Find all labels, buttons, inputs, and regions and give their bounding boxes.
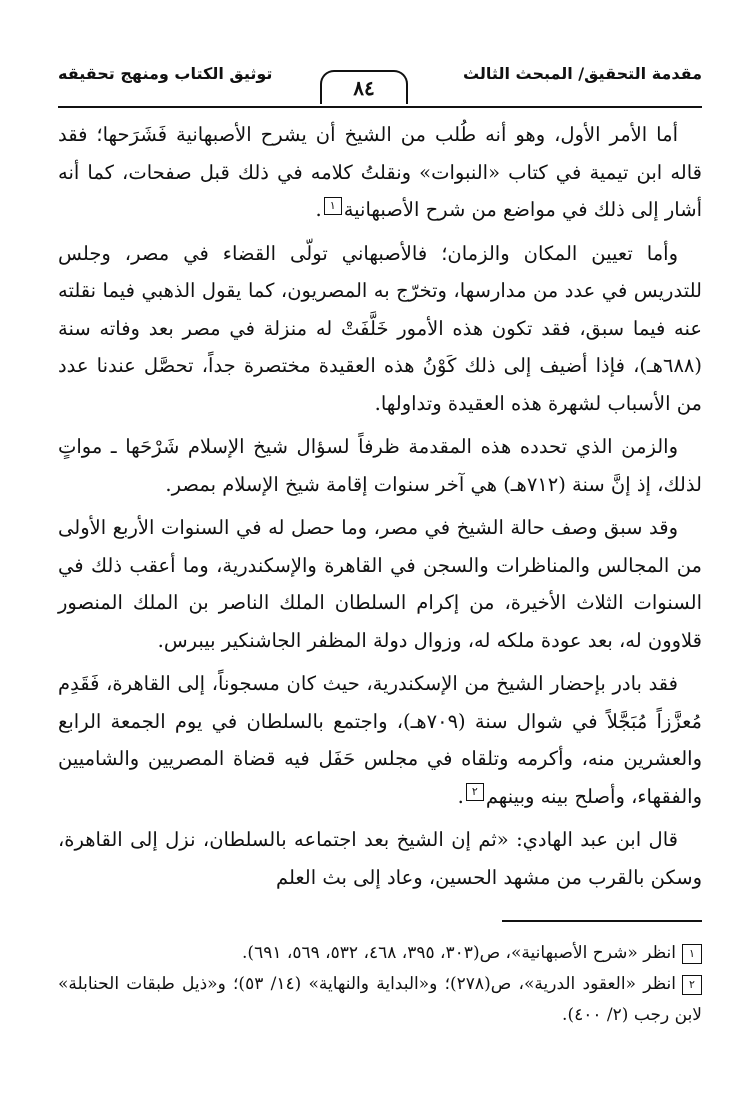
paragraph-4: وقد سبق وصف حالة الشيخ في مصر، وما حصل له في السنوات الأربع الأولى من المجالس والمناظرات والسجن في القاهرة والإسكندرية، وما أعقب ذلك في السنوات الثلاث الأخيرة، من إكرام السلطان الملك الناصر بن الملك المنصور قلاوون له، بعد عودة ملكه له، وزوال دولة المظفر الجاشنكير بيبرس. <box>58 516 702 652</box>
header-book-title: توثيق الكتاب ومنهج تحقيقه <box>58 64 273 83</box>
paragraph-5 <box>58 665 702 815</box>
footnote-number: ٢ <box>682 975 702 995</box>
header-section-title: مقدمة التحقيق/ المبحث الثالث <box>462 64 702 83</box>
paragraph-3: والزمن الذي تحدده هذه المقدمة ظرفاً لسؤال شيخ الإسلام شَرْحَها ـ مواتٍ لذلك، إذ إنَّ سنة (٧١٢هـ) هي آخر سنوات إقامة شيخ الإسلام بمصر. <box>58 435 702 496</box>
paragraph-text: أما الأمر الأول، وهو أنه طُلب من الشيخ أن يشرح الأصبهانية فَشَرَحها؛ فقد قاله ابن تيمية في كتاب «النبوات» ونقلتُ كلامه في ذلك قبل صفحات، كما أنه أشار إلى ذلك في مواضع من شرح الأصبهانية <box>58 123 702 221</box>
page-number: ٨٤ <box>320 70 408 104</box>
footnote-number: ١ <box>682 944 702 964</box>
main-text <box>58 116 702 896</box>
paragraph-2: وأما تعيين المكان والزمان؛ فالأصبهاني تولّى القضاء في مصر، وجلس للتدريس في عدد من مدارسها، وتخرّج به المصريون، كما يقول الذهبي فيما نقلته عنه فيما سبق، فقد تكون هذه الأمور خَلَّفَتْ له منزلة في مصر بعد وفاته سنة (٦٨٨هـ)، فإذا أضيف إلى ذلك كَوْنُ هذه العقيدة مختصرة جداً، تحصَّل عندنا عدد من الأسباب لشهرة هذه العقيدة وتداولها. <box>58 241 702 415</box>
footnotes <box>58 938 702 1031</box>
paragraph-tail: . <box>457 784 464 808</box>
footnote-1 <box>58 938 702 969</box>
footnote-text: انظر «العقود الدرية»، ص(٢٧٨)؛ و«البداية والنهاية» (١٤/ ٥٣)؛ و«ذيل طبقات الحنابلة» لابن رجب (٢/ ٤٠٠). <box>58 974 702 1025</box>
footnote-ref-1[interactable]: ١ <box>324 197 342 215</box>
footnote-separator <box>502 920 702 922</box>
paragraph-6: قال ابن عبد الهادي: «ثم إن الشيخ بعد اجتماعه بالسلطان، نزل إلى القاهرة، وسكن بالقرب من مشهد الحسين، وعاد إلى بث العلم <box>58 828 702 889</box>
book-page <box>58 56 702 1031</box>
page-header <box>58 56 702 108</box>
paragraph-1 <box>58 116 702 229</box>
footnote-2 <box>58 969 702 1031</box>
footnote-ref-2[interactable]: ٢ <box>466 783 484 801</box>
paragraph-tail: . <box>315 198 322 221</box>
footnote-text: انظر «شرح الأصبهانية»، ص(٣٠٣، ٣٩٥، ٤٦٨، ٥٣٢، ٥٦٩، ٦٩١). <box>242 943 676 963</box>
paragraph-text: فقد بادر بإحضار الشيخ من الإسكندرية، حيث كان مسجوناً، إلى القاهرة، فَقَدِم مُعزَّزاً مُبَجَّلاً في شوال سنة (٧٠٩هـ)، واجتمع بالسلطان في يوم الجمعة الرابع والعشرين منه، وأكرمه وتلقاه في مجلس حَفَل فيه قضاة المصريين والشاميين والفقهاء، وأصلح بينه وبينهم <box>58 672 702 808</box>
